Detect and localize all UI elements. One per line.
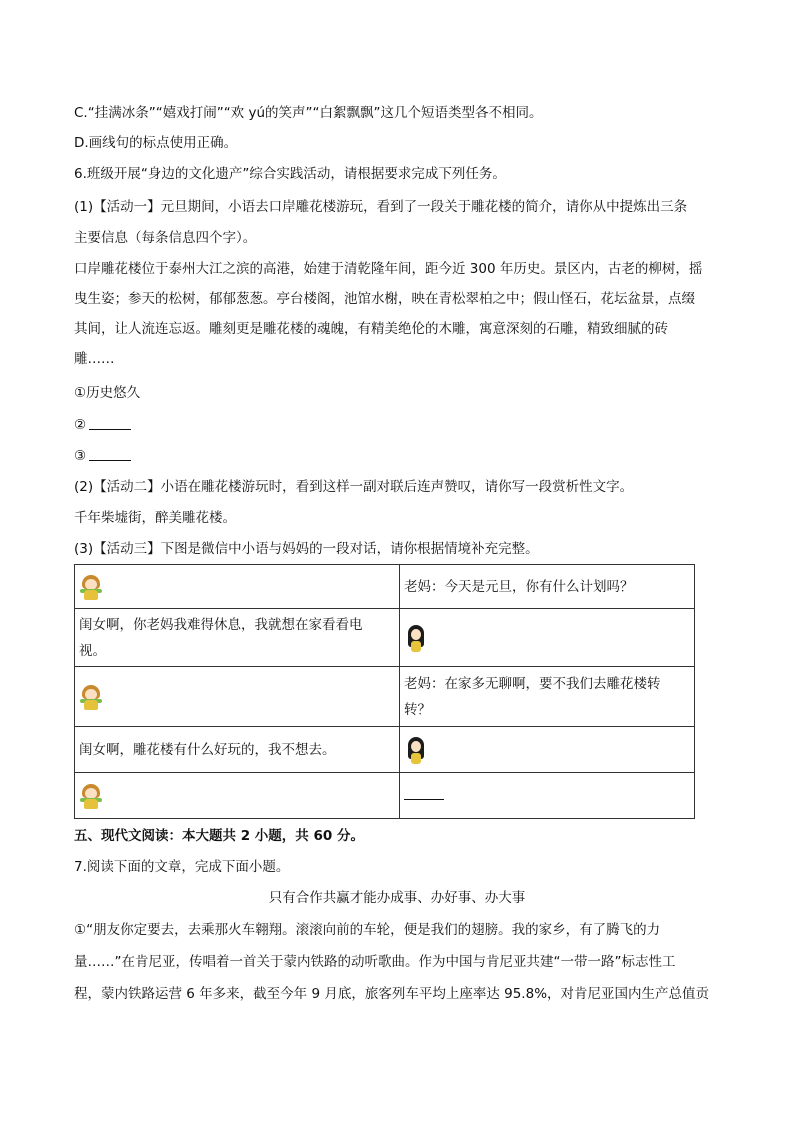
mom-message-cont: 转？: [404, 701, 431, 718]
chat-row: [75, 609, 695, 667]
intro-text-line: 曳生姿；参天的松树，郁郁葱葱。亭台楼阁，池馆水榭，映在青松翠柏之中；假山怪石，花坛盆景，点缀: [74, 291, 695, 307]
couplet: 千年柴墟街，醉美雕花楼。: [74, 510, 236, 526]
article-title: 只有合作共赢才能办成事、办好事、办大事: [268, 890, 526, 906]
chat-cell: [75, 609, 400, 667]
answer-3-row: [74, 446, 131, 466]
mom-message: 老妈：在家多无聊啊，要不我们去雕花楼转: [404, 675, 661, 692]
chat-cell: [75, 773, 400, 819]
chat-cell: [400, 609, 695, 667]
activity-2-prompt: (2)【活动二】小语在雕花楼游玩时，看到这样一副对联后连声赞叹，请你写一段赏析性文字。: [74, 479, 634, 495]
chat-cell: [400, 727, 695, 773]
answer-2-row: [74, 415, 131, 435]
chat-row: [75, 667, 695, 727]
chat-cell: [75, 667, 400, 727]
answer-2-label: ②: [74, 417, 87, 433]
intro-text-line: 其间，让人流连忘返。雕刻更是雕花楼的魂魄，有精美绝伦的木雕，寓意深刻的石雕，精致细腻的砖: [74, 321, 668, 337]
intro-text-line: 口岸雕花楼位于泰州大江之滨的高港，始建于清乾隆年间，距今近 300 年历史。景区内，古老的柳树，摇: [74, 261, 703, 277]
answer-3-label: ③: [74, 448, 87, 464]
mom-avatar-icon: [404, 624, 428, 652]
daughter-avatar-icon: [79, 683, 103, 711]
chat-cell: [400, 667, 695, 727]
chat-cell: [400, 565, 695, 609]
chat-row: [75, 727, 695, 773]
answer-2-blank[interactable]: [89, 417, 131, 430]
intro-text-line: 雕……: [74, 351, 115, 367]
answer-1: ①历史悠久: [74, 385, 141, 401]
article-line: ①“朋友你定要去，去乘那火车翱翔。滚滚向前的车轮，便是我们的翅膀。我的家乡，有了腾飞的力: [74, 922, 661, 938]
chat-cell: [75, 727, 400, 773]
daughter-avatar-icon: [79, 782, 103, 810]
mom-message: 老妈：今天是元旦，你有什么计划吗？: [404, 578, 634, 595]
mom-avatar-icon: [404, 736, 428, 764]
chat-cell: [75, 565, 400, 609]
question-7-stem: 7.阅读下面的文章，完成下面小题。: [74, 859, 290, 875]
article-line: 程，蒙内铁路运营 6 年多来，截至今年 9 月底，旅客列车平均上座率达 95.8%，对肯尼亚国内生产总值贡: [74, 986, 710, 1002]
question-6-stem: 6.班级开展“身边的文化遗产”综合实践活动，请根据要求完成下列任务。: [74, 166, 506, 182]
daughter-message: 闺女啊，雕花楼有什么好玩的，我不想去。: [79, 741, 336, 758]
daughter-message: 闺女啊，你老妈我难得休息，我就想在家看看电: [79, 616, 363, 633]
activity-3-prompt: (3)【活动三】下图是微信中小语与妈妈的一段对话，请你根据情境补充完整。: [74, 541, 539, 557]
daughter-avatar-icon: [79, 573, 103, 601]
chat-table: [74, 564, 695, 819]
activity-1-prompt: (1)【活动一】元旦期间，小语去口岸雕花楼游玩，看到了一段关于雕花楼的简介，请你从中提炼出三条: [74, 199, 688, 215]
chat-row: [75, 773, 695, 819]
daughter-message-cont: 视。: [79, 642, 106, 659]
answer-3-blank[interactable]: [89, 448, 131, 461]
section-heading: 五、现代文阅读：本大题共 2 小题，共 60 分。: [74, 828, 364, 844]
chat-cell: [400, 773, 695, 819]
activity-1-prompt-cont: 主要信息（每条信息四个字）。: [74, 230, 257, 246]
option-d: D.画线句的标点使用正确。: [74, 135, 238, 151]
article-line: 量……”在肯尼亚，传唱着一首关于蒙内铁路的动听歌曲。作为中国与肯尼亚共建“一带一路”标志性工: [74, 954, 676, 970]
option-c: C.“挂满冰条”“嬉戏打闹”“欢 yú的笑声”“白絮飘飘”这几个短语类型各不相同。: [74, 105, 543, 121]
mom-reply-blank[interactable]: [404, 785, 444, 800]
chat-row: [75, 565, 695, 609]
